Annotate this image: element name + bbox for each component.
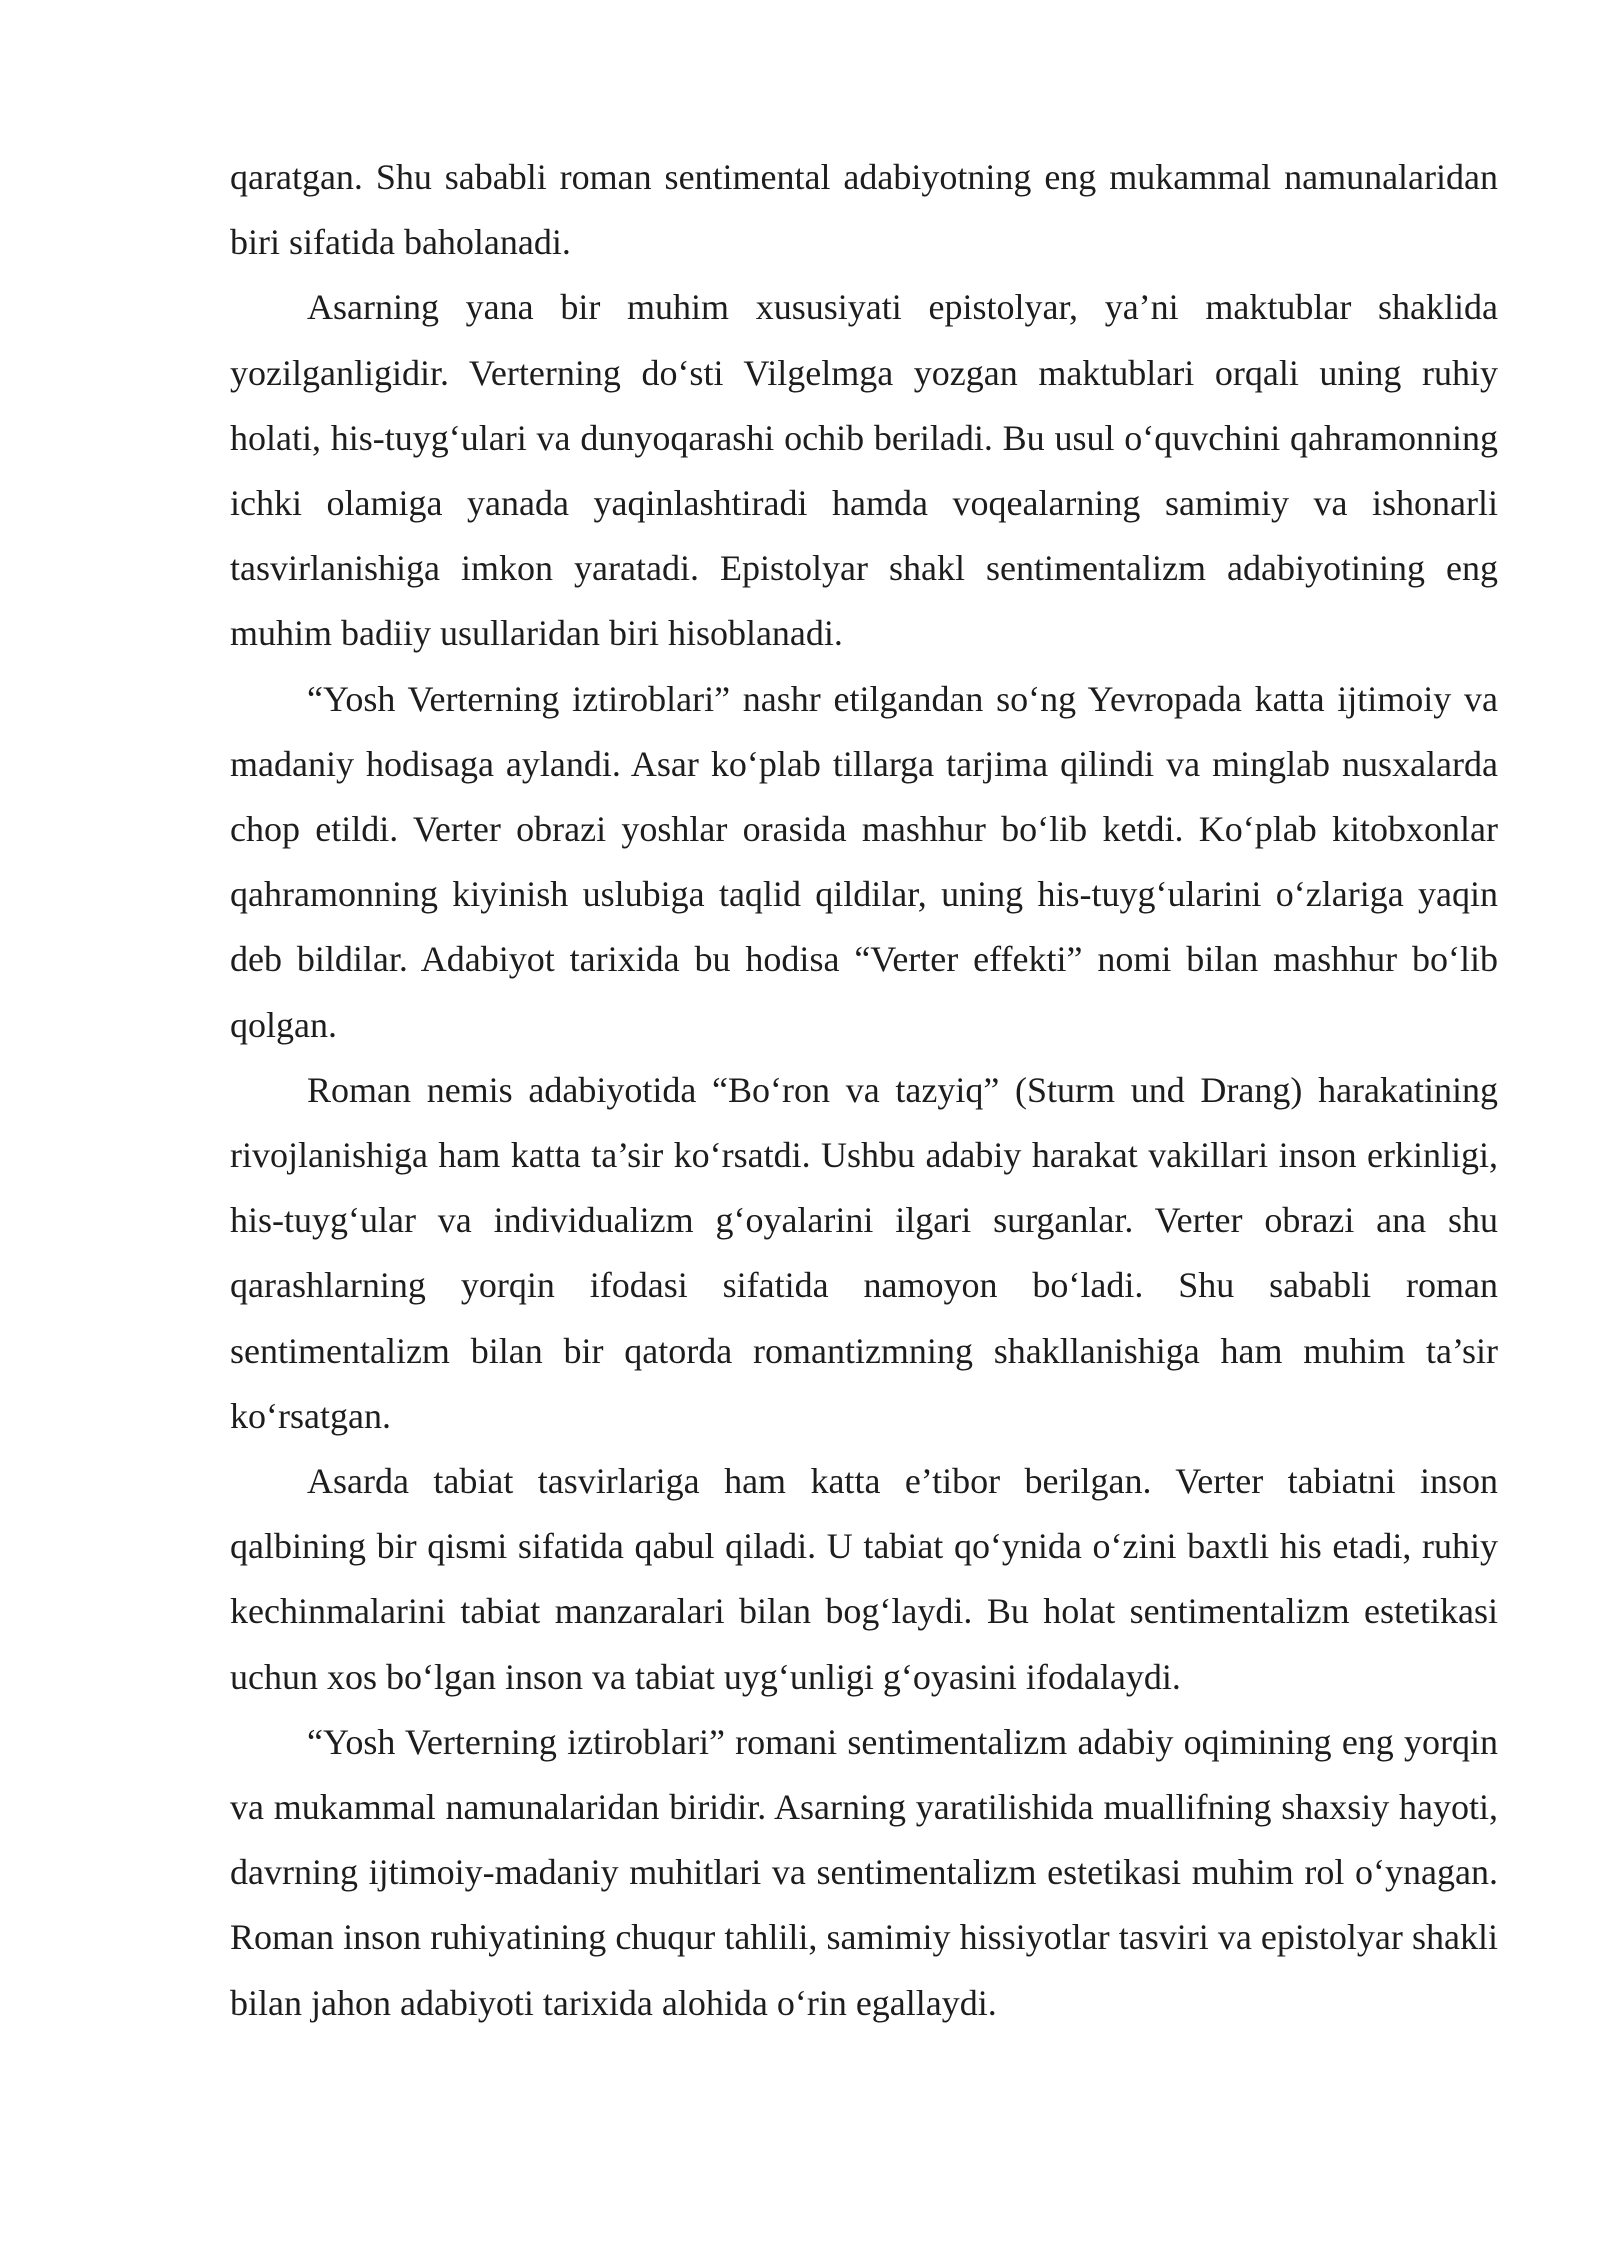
paragraph-epistolary-form: Asarning yana bir muhim xususiyati epistolyar, ya’ni maktublar shaklida yozilganligidir. Verterning do‘sti Vilgelmga yozgan maktublari orqali uning ruhiy holati, his-tuyg‘ulari va dunyoqarashi ochib beriladi. Bu usul o‘quvchini qahramonning ichki olamiga yanada yaqinlashtiradi hamda voqealarning samimiy va ishonarli tasvirlanishiga imkon yaratadi. Epistolyar shakl sentimentalizm adabiyotining eng muhim badiiy usullaridan biri hisoblanadi. [230, 287, 1498, 654]
paragraph-werther-effect: “Yosh Verterning iztiroblari” nashr etilgandan so‘ng Yevropada katta ijtimoiy va madaniy hodisaga aylandi. Asar ko‘plab tillarga tarjima qilindi va minglab nusxalarda chop etildi. Verter obrazi yoshlar orasida mashhur bo‘lib ketdi. Ko‘plab kitobxonlar qahramonning kiyinish uslubiga taqlid qildilar, uning his-tuyg‘ularini o‘zlariga yaqin deb bildilar. Adabiyot tarixida bu hodisa “Verter effekti” nomi bilan mashhur bo‘lib qolgan. [230, 678, 1498, 1045]
paragraph-sturm-und-drang: Roman nemis adabiyotida “Bo‘ron va tazyiq” (Sturm und Drang) harakatining rivojlanishiga ham katta ta’sir ko‘rsatdi. Ushbu adabiy harakat vakillari inson erkinligi, his-tuyg‘ular va individualizm g‘oyalarini ilgari surganlar. Verter obrazi ana shu qarashlarning yorqin ifodasi sifatida namoyon bo‘ladi. Shu sababli roman sentimentalizm bilan bir qatorda romantizmning shakllanishiga ham muhim ta’sir ko‘rsatgan. [230, 1069, 1498, 1436]
paragraph-continuation: qaratgan. Shu sababli roman sentimental adabiyotning eng mukammal namunalaridan biri sifatida baholanadi. [230, 157, 1498, 263]
paragraph-nature-descriptions: Asarda tabiat tasvirlariga ham katta e’tibor berilgan. Verter tabiatni inson qalbining bir qismi sifatida qabul qiladi. U tabiat qo‘ynida o‘zini baxtli his etadi, ruhiy kechinmalarini tabiat manzaralari bilan bog‘laydi. Bu holat sentimentalizm estetikasi uchun xos bo‘lgan inson va tabiat uyg‘unligi g‘oyasini ifodalaydi. [230, 1461, 1498, 1697]
document-page [230, 145, 1498, 2036]
paragraph-conclusion: “Yosh Verterning iztiroblari” romani sentimentalizm adabiy oqimining eng yorqin va mukammal namunalaridan biridir. Asarning yaratilishida muallifning shaxsiy hayoti, davrning ijtimoiy-madaniy muhitlari va sentimentalizm estetikasi muhim rol o‘ynagan. Roman inson ruhiyatining chuqur tahlili, samimiy hissiyotlar tasviri va epistolyar shakli bilan jahon adabiyoti tarixida alohida o‘rin egallaydi. [230, 1721, 1498, 2023]
